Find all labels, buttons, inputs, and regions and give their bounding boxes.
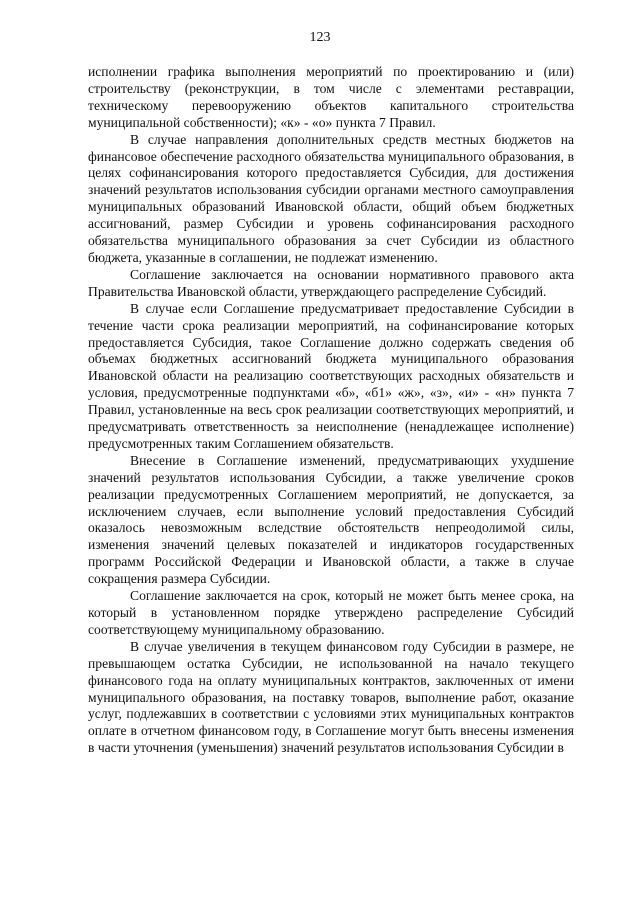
paragraph-additional-funds: В случае направления дополнительных средств местных бюджетов на финансовое обеспечение расходного обязательства муниципального образования, в целях софинансирования которого предоставляется Субсидия, для достижения значений результатов использования субсидии органами местного самоуправления муниципальных образований Ивановской области, общий объем бюджетных ассигнований, размер Субсидии и уровень софинансирования расходного обязательства муниципального образования за счет Субсидии из областного бюджета, указанные в соглашении, не подлежат изменению. xyxy=(88,131,574,265)
document-body xyxy=(88,64,574,757)
paragraph-continuation: исполнении графика выполнения мероприятий по проектированию и (или) строительству (реконструкции, в том числе с элементами реставрации, техническому перевооружению объектов капитального строительства муниципальной собственности); «к» - «о» пункта 7 Правил. xyxy=(88,64,574,130)
paragraph-partial-term: В случае если Соглашение предусматривает предоставление Субсидии в течение части срока реализации мероприятий, на софинансирование которых предоставляется Субсидия, такое Соглашение должно содержать сведения об объемах бюджетных ассигнований бюджета муниципального образования Ивановской области на реализацию соответствующих расходных обязательств и условия, предусмотренные подпунктами «б», «б1» «ж», «з», «и» - «н» пункта 7 Правил, установленные на весь срок реализации соответствующих мероприятий, и предусматривать ответственность за неисполнение (ненадлежащее исполнение) предусмотренных таким Соглашением обязательств. xyxy=(88,300,574,451)
paragraph-agreement-term: Соглашение заключается на срок, который не может быть менее срока, на который в установленном порядке утверждено распределение Субсидий соответствующему муниципальному образованию. xyxy=(88,588,574,637)
paragraph-amendments: Внесение в Соглашение изменений, предусматривающих ухудшение значений результатов использования Субсидии, а также увеличение сроков реализации предусмотренных Соглашением мероприятий, не допускается, за исключением случаев, если выполнение условий предоставления Субсидий оказалось невозможным вследствие обстоятельств непреодолимой силы, изменения значений целевых показателей и индикаторов государственных программ Российской Федерации и Ивановской области, а также в случае сокращения размера Субсидии. xyxy=(88,452,574,587)
paragraph-subsidy-increase: В случае увеличения в текущем финансовом году Субсидии в размере, не превышающем остатка Субсидии, не использованной на начало текущего финансового года на оплату муниципальных контрактов, заключенных от имени муниципального образования, на поставку товаров, выполнение работ, оказание услуг, подлежавших в соответствии с условиями этих муниципальных контрактов оплате в отчетном финансовом году, в Соглашение могут быть внесены изменения в части уточнения (уменьшения) значений результатов использования Субсидии в xyxy=(88,638,574,756)
paragraph-agreement-basis: Соглашение заключается на основании нормативного правового акта Правительства Ивановской области, утверждающего распределение Субсидий. xyxy=(88,266,574,299)
page-number: 123 xyxy=(309,30,331,45)
